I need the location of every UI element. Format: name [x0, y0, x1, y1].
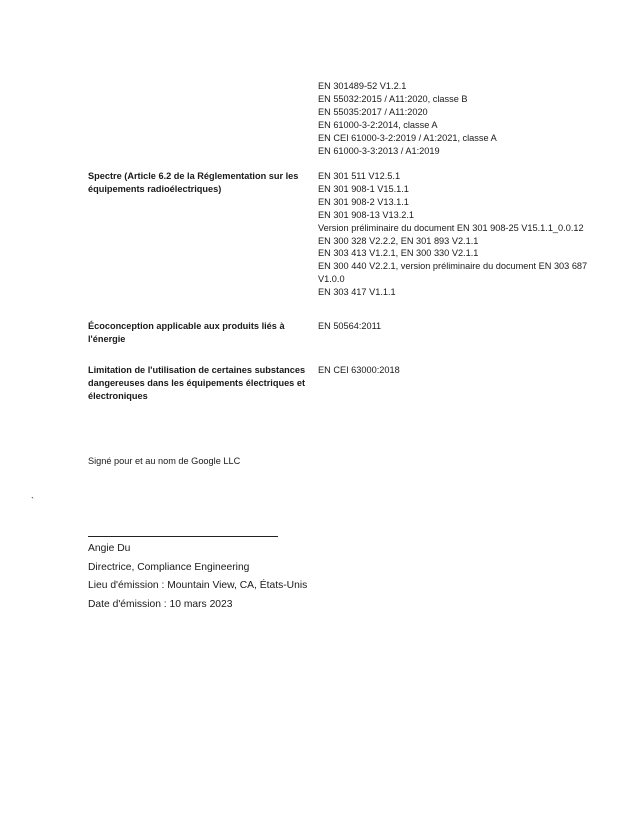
standard-item: EN 300 440 V2.2.1, version préliminaire du document EN 303 687 V1.0.0 [318, 261, 588, 285]
signature-line [88, 536, 278, 537]
ecodesign-label: Écoconception applicable aux produits liés à l'énergie [88, 321, 285, 344]
standard-item: EN 301 908-13 V13.2.1 [318, 209, 415, 220]
standard-item: EN 50564:2011 [318, 321, 382, 331]
emc-standards-list [318, 80, 608, 157]
stray-mark: ` [31, 496, 34, 506]
date-of-issue: Date d'émission : 10 mars 2023 [88, 598, 233, 610]
standard-item: EN CEI 61000-3-2:2019 / A1:2021, classe A [318, 132, 497, 143]
standard-item: EN 55035:2017 / A11:2020 [318, 106, 428, 117]
standard-item: EN 301 511 V12.5.1 [318, 171, 401, 181]
standard-item: EN 300 328 V2.2.2, EN 301 893 V2.1.1 [318, 235, 479, 246]
ecodesign-standards-list [318, 320, 608, 333]
signatory-block [88, 540, 307, 614]
standard-item: EN 301 908-1 V15.1.1 [318, 183, 409, 194]
standard-item: EN 303 413 V1.2.1, EN 300 330 V2.1.1 [318, 248, 479, 259]
rohs-standards-list [318, 364, 608, 377]
standard-item: EN 61000-3-3:2013 / A1:2019 [318, 145, 440, 156]
place-of-issue: Lieu d'émission : Mountain View, CA, États-Unis [88, 580, 308, 592]
standard-item: EN 55032:2015 / A11:2020, classe B [318, 93, 468, 104]
standard-item: EN 61000-3-2:2014, classe A [318, 119, 438, 130]
signed-on-behalf-text: Signé pour et au nom de Google LLC [88, 456, 241, 466]
signatory-name: Angie Du [88, 543, 131, 554]
spectrum-standards-list [318, 170, 608, 299]
standard-item: EN 303 417 V1.1.1 [318, 287, 396, 298]
rohs-label: Limitation de l'utilisation de certaines substances dangereuses dans les équipements électriques et électroniques [88, 365, 306, 401]
standard-item: EN 301 908-2 V13.1.1 [318, 196, 409, 207]
standard-item: Version préliminaire du document EN 301 908-25 V15.1.1_0.0.12 [318, 222, 584, 233]
signatory-title: Directrice, Compliance Engineering [88, 561, 250, 573]
standard-item: EN 301489-52 V1.2.1 [318, 81, 407, 91]
spectrum-label: Spectre (Article 6.2 de la Réglementation sur les équipements radioélectriques) [88, 171, 299, 194]
standard-item: EN CEI 63000:2018 [318, 365, 400, 375]
